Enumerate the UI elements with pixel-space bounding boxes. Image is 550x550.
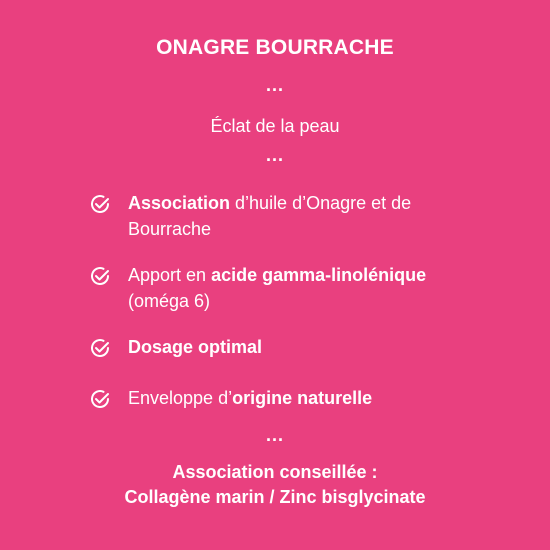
recommended-association: [0, 460, 550, 510]
benefit-text: Enveloppe d’origine naturelle: [128, 388, 373, 408]
benefit-item: [90, 262, 490, 314]
footer-line-1: Association conseillée :: [172, 462, 378, 482]
check-circle-icon: [90, 194, 110, 214]
subtitle: Éclat de la peau: [210, 116, 340, 136]
benefit-item: [90, 190, 490, 242]
footer-line-2: Collagène marin / Zinc bisglycinate: [124, 487, 426, 507]
benefit-text: Association d’huile d’Onagre et de Bourrache: [128, 193, 412, 239]
separator-dots: ...: [265, 145, 284, 165]
separator-dots: ...: [265, 425, 284, 445]
benefit-item: [90, 334, 490, 360]
benefits-list: [90, 190, 490, 411]
check-circle-icon: [90, 338, 110, 358]
check-circle-icon: [90, 389, 110, 409]
benefit-text: Dosage optimal: [128, 337, 263, 357]
check-circle-icon: [90, 266, 110, 286]
product-title: ONAGRE BOURRACHE: [156, 36, 394, 59]
benefit-text: Apport en acide gamma-linolénique (oméga 6): [128, 265, 427, 311]
benefit-item: [90, 385, 490, 411]
separator-dots: ...: [265, 75, 284, 95]
